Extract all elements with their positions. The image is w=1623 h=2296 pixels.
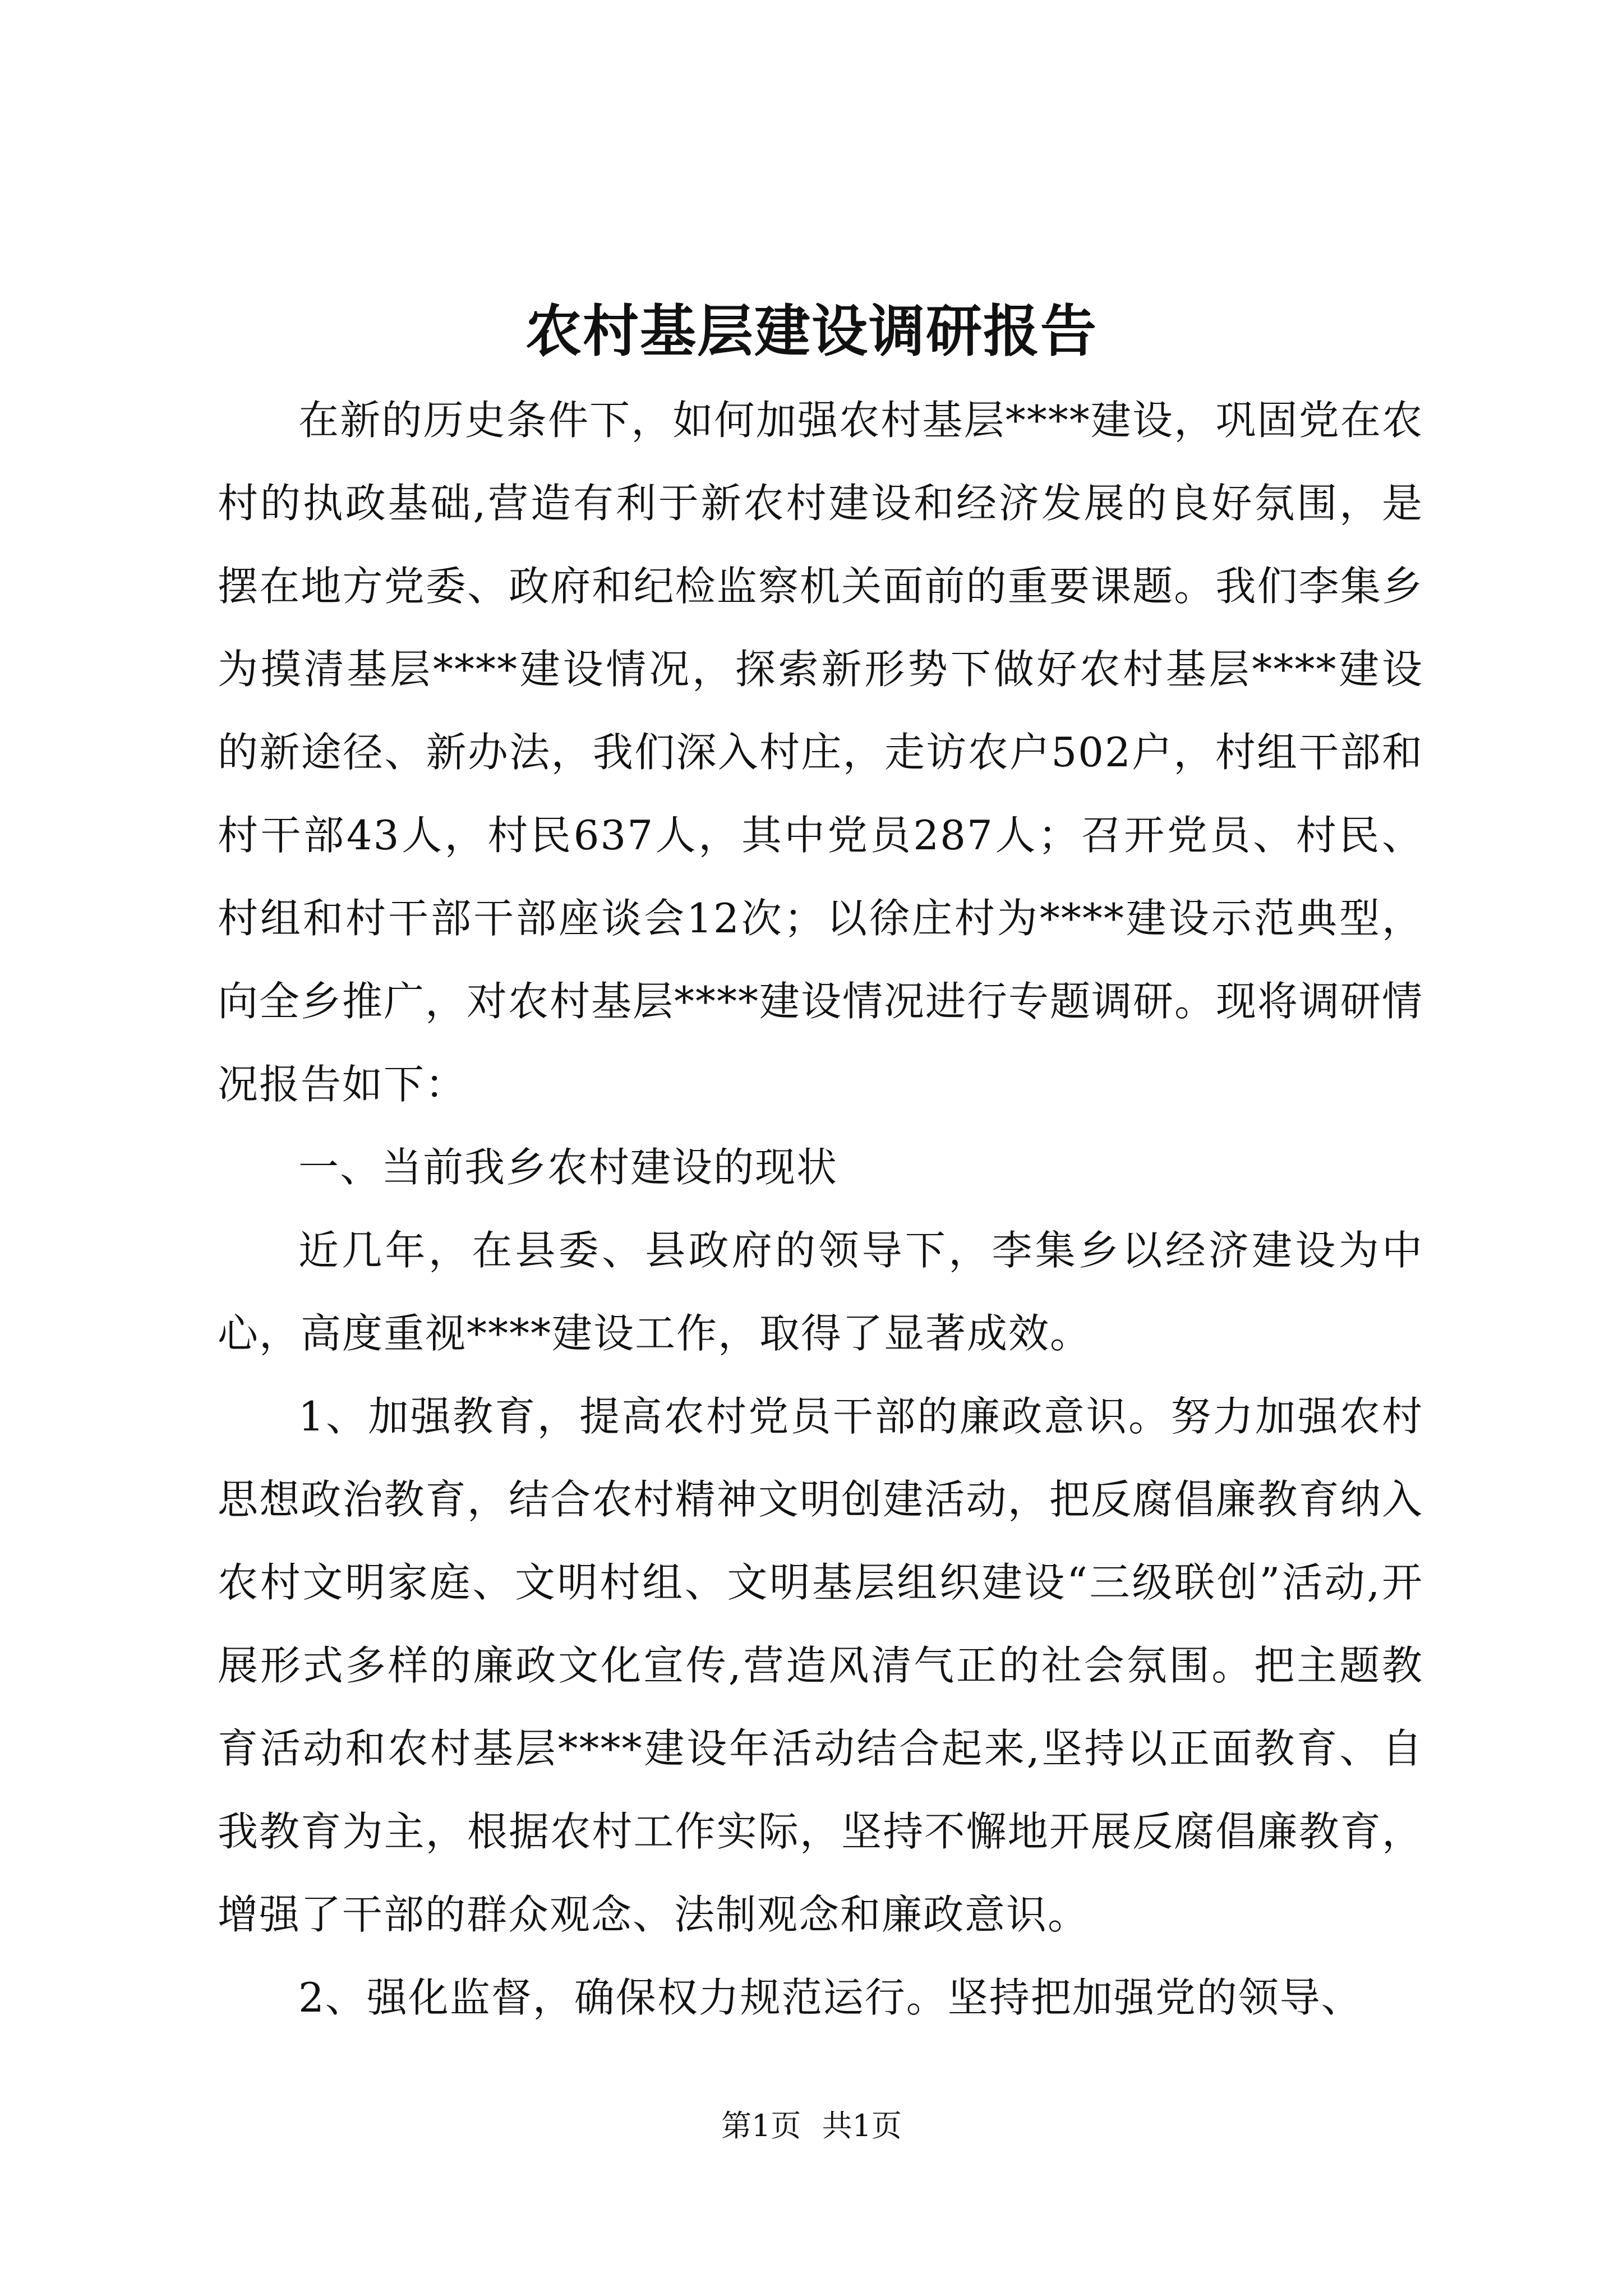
paragraph-intro: 在新的历史条件下，如何加强农村基层****建设，巩固党在农村的执政基础,营造有利于新农村建设和经济发展的良好氛围，是摆在地方党委、政府和纪检监察机关面前的重要课题。我们李集乡为摸清基层****建设情况，探索新形势下做好农村基层****建设的新途径、新办法，我们深入村庄，走访农户502户，村组干部和村干部43人，村民637人，其中党员287人；召开党员、村民、村组和村干部干部座谈会12次；以徐庄村为****建设示范典型，向全乡推广，对农村基层****建设情况进行专题调研。现将调研情况报告如下： [218,397,1424,1108]
paragraph-overview: 近几年，在县委、县政府的领导下，李集乡以经济建设为中心，高度重视****建设工作，取得了显著成效。 [218,1227,1423,1357]
page-number: 第1页 [721,2108,801,2143]
page-footer [0,2106,1623,2146]
document-title: 农村基层建设调研报告 [525,298,1098,364]
paragraph-item-1: 1、加强教育，提高农村党员干部的廉政意识。努力加强农村思想政治教育，结合农村精神文明创建活动，把反腐倡廉教育纳入农村文明家庭、文明村组、文明基层组织建设“三级联创”活动,开展形式多样的廉政文化宣传,营造风清气正的社会氛围。把主题教育活动和农村基层****建设年活动结合起来,坚持以正面教育、自我教育为主，根据农村工作实际，坚持不懈地开展反腐倡廉教育，增强了干部的群众观念、法制观念和廉政意识。 [218,1393,1423,1938]
document-body [218,379,1423,2039]
section-heading-1: 一、当前我乡农村建设的现状 [298,1144,838,1191]
page-total: 共1页 [822,2108,902,2143]
paragraph-item-2: 2、强化监督，确保权力规范运行。坚持把加强党的领导、 [298,1974,1363,2021]
